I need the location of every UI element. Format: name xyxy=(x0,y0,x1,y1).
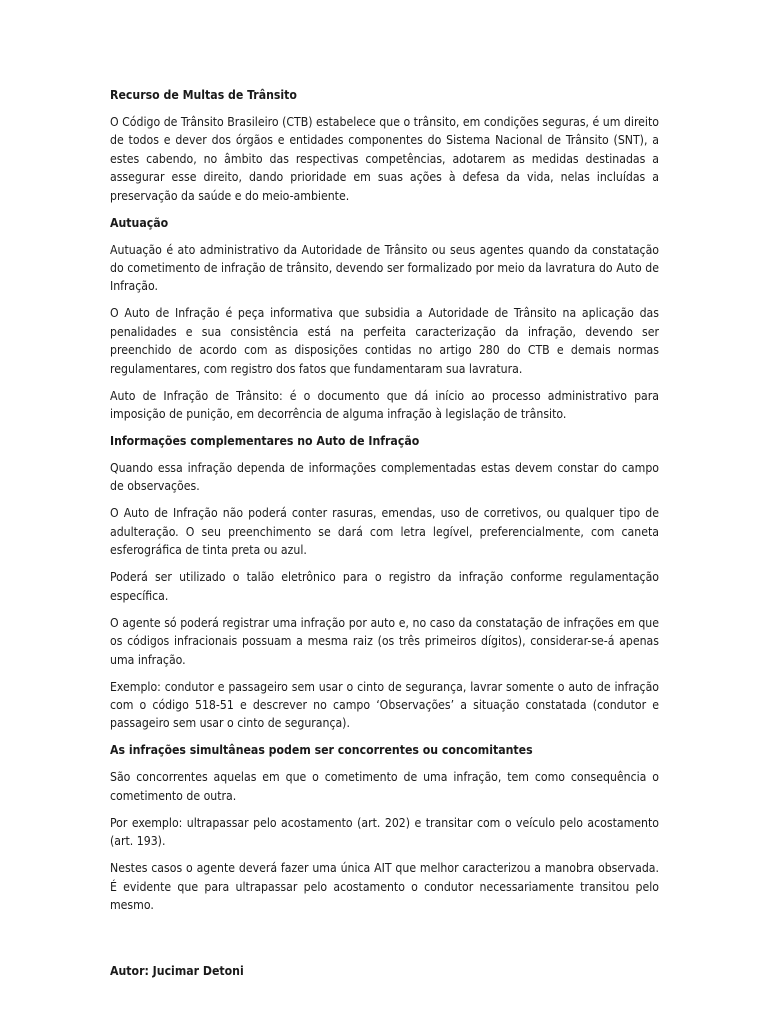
paragraph-auto-infracao-transito: Auto de Infração de Trânsito: é o documento que dá início ao processo administrativo para imposição de punição, em decorrência de alguma infração à legislação de trânsito. xyxy=(110,388,659,422)
paragraph-autuacao-definition: Autuação é ato administrativo da Autoridade de Trânsito ou seus agentes quando da constatação do cometimento de infração de trânsito, devendo ser formalizado por meio da lavratura do Auto de Infração. xyxy=(110,242,659,294)
section-heading-simultaneas: As infrações simultâneas podem ser concorrentes ou concomitantes xyxy=(110,743,533,758)
paragraph-unica-ait: Nestes casos o agente deverá fazer uma única AIT que melhor caracterizou a manobra observada. É evidente que para ultrapassar pelo acostamento o condutor necessariamente transitou pelo mesmo. xyxy=(110,861,659,912)
intro-paragraph: O Código de Trânsito Brasileiro (CTB) estabelece que o trânsito, em condições seguras, é um direito de todos e dever dos órgãos e entidades componentes do Sistema Nacional de Trânsito (SNT), a estes cabendo, no âmbito das respectivas competências, adotarem as medidas destinadas a assegurar esse direito, dando prioridade em suas ações à defesa da vida, nelas incluídas a preservação da saúde e do meio-ambiente. xyxy=(110,115,659,203)
paragraph-auto-infracao: O Auto de Infração é peça informativa que subsidia a Autoridade de Trânsito na aplicação das penalidades e sua consistência está na perfeita caracterização da infração, devendo ser preenchido de acordo com as disposições contidas no artigo 280 do CTB e demais normas regulamentares, com registro dos fatos que fundamentaram sua lavratura. xyxy=(110,306,659,376)
author-line: Autor: Jucimar Detoni xyxy=(110,964,244,978)
paragraph-uma-infracao: O agente só poderá registrar uma infração por auto e, no caso da constatação de infrações em que os códigos infracionais possuam a mesma raiz (os três primeiros dígitos), considerar-se-á apenas uma infração. xyxy=(110,615,659,667)
paragraph-rasuras: O Auto de Infração não poderá conter rasuras, emendas, uso de corretivos, ou qualquer tipo de adulteração. O seu preenchimento se dará com letra legível, preferencialmente, com caneta esferográfica de tinta preta ou azul. xyxy=(110,506,659,558)
section-heading-autuacao: Autuação xyxy=(110,215,169,230)
paragraph-concorrentes: São concorrentes aquelas em que o cometimento de uma infração, tem como consequência o cometimento de outra. xyxy=(110,770,659,803)
document-title: Recurso de Multas de Trânsito xyxy=(110,88,297,102)
document-body xyxy=(110,86,659,923)
paragraph-observacoes: Quando essa infração dependa de informações complementadas estas devem constar do campo de observações. xyxy=(110,461,659,494)
paragraph-exemplo-cinto: Exemplo: condutor e passageiro sem usar o cinto de segurança, lavrar somente o auto de infração com o código 518-51 e descrever no campo ‘Observações’ a situação constatada (condutor e passageiro sem usar o cinto de segurança). xyxy=(110,679,659,731)
section-heading-informacoes: Informações complementares no Auto de Infração xyxy=(110,434,420,449)
paragraph-exemplo-acostamento: Por exemplo: ultrapassar pelo acostamento (art. 202) e transitar com o veículo pelo acostamento (art. 193). xyxy=(110,815,659,849)
paragraph-talao-eletronico: Poderá ser utilizado o talão eletrônico para o registro da infração conforme regulamentação específica. xyxy=(110,570,659,603)
